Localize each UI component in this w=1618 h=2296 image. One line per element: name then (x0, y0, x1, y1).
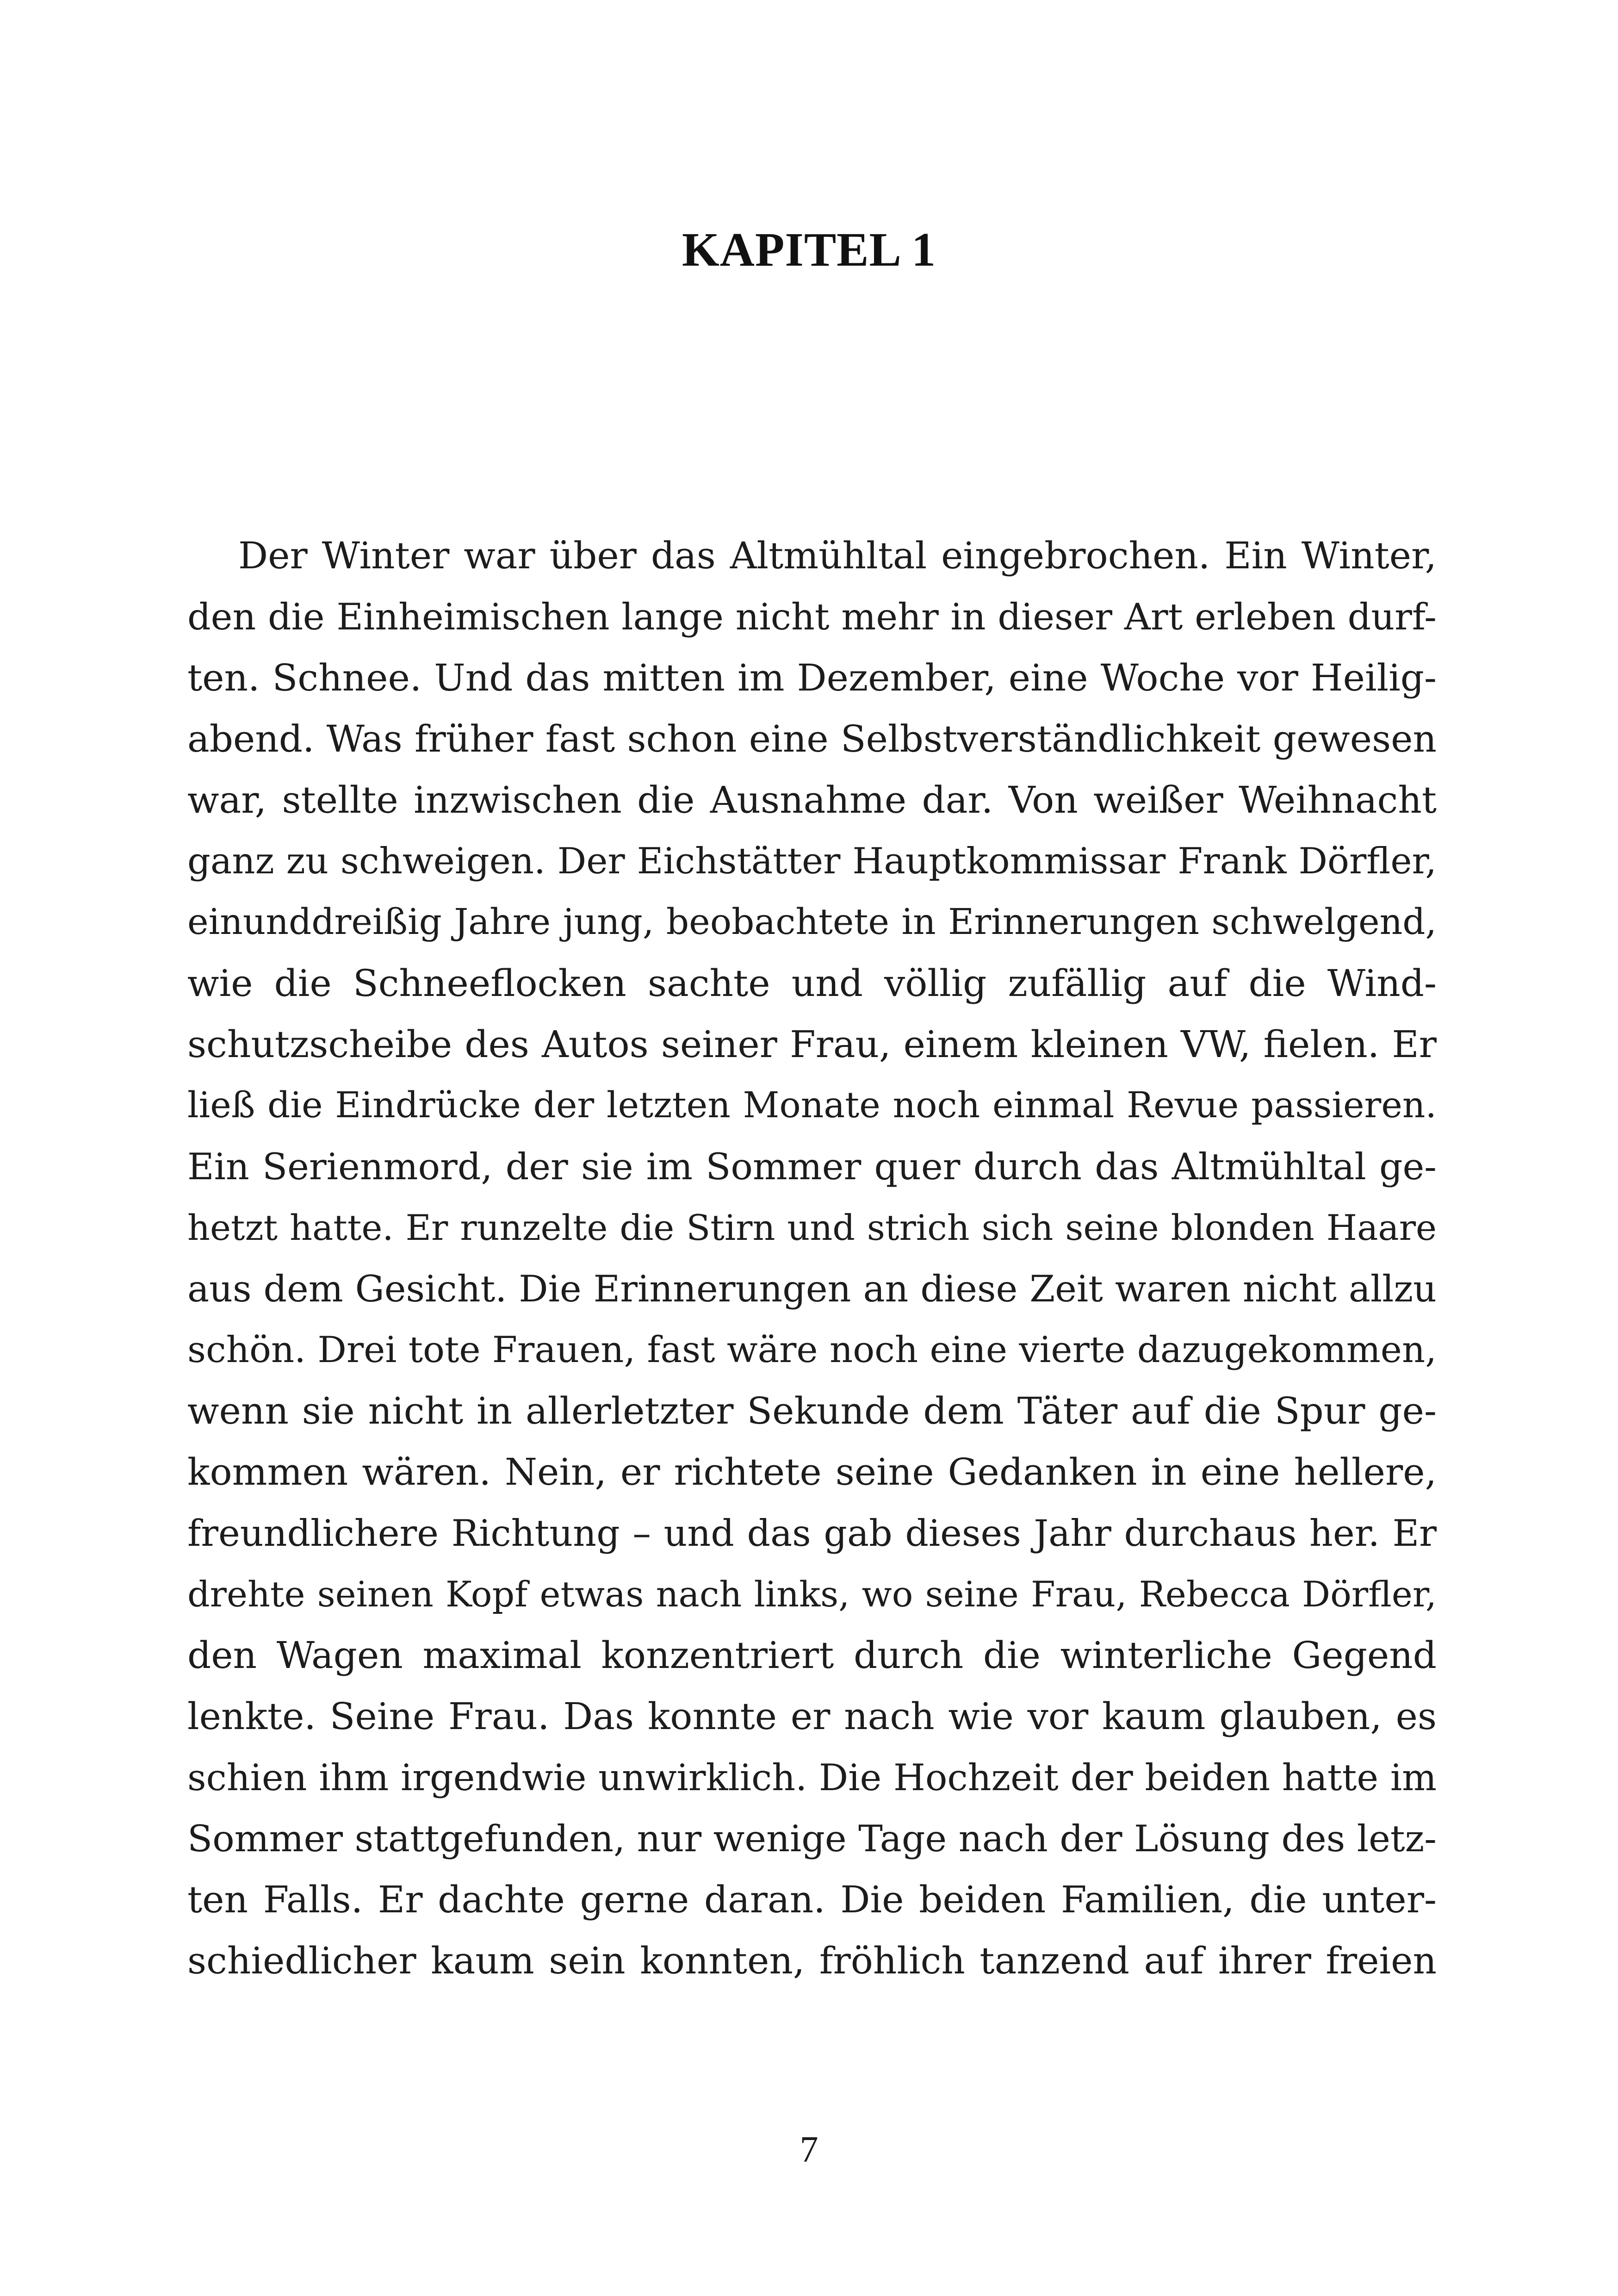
text-line: kommen wären. Nein, er richtete seine Gedanken in eine hellere, (187, 1450, 1437, 1493)
text-line: hetzt hatte. Er runzelte die Stirn und strich sich seine blonden Haare (187, 1207, 1437, 1248)
chapter-title: KAPITEL 1 (682, 223, 936, 276)
text-line: wenn sie nicht in allerletzter Sekunde dem Täter auf die Spur ge- (187, 1389, 1437, 1432)
text-line: schön. Drei tote Frauen, fast wäre noch eine vierte dazugekommen, (187, 1329, 1437, 1371)
text-line: lenkte. Seine Frau. Das konnte er nach wie vor kaum glauben, es (187, 1695, 1437, 1738)
text-line: freundlichere Richtung – und das gab dieses Jahr durchaus her. Er (187, 1512, 1437, 1555)
text-line: ließ die Eindrücke der letzten Monate noch einmal Revue passieren. (187, 1085, 1437, 1126)
chapter-body-text (187, 525, 1437, 1991)
text-line: den die Einheimischen lange nicht mehr in dieser Art erleben durf- (187, 596, 1437, 638)
text-line: schien ihm irgendwie unwirklich. Die Hochzeit der beiden hatte im (187, 1756, 1437, 1799)
text-line: ten Falls. Er dachte gerne daran. Die beiden Familien, die unter- (187, 1878, 1437, 1921)
text-line: schutzscheibe des Autos seiner Frau, einem kleinen VW, fielen. Er (187, 1023, 1437, 1066)
text-line: ten. Schnee. Und das mitten im Dezember, eine Woche vor Heilig- (187, 656, 1437, 699)
text-line: Sommer stattgefunden, nur wenige Tage nach der Lösung des letz- (187, 1817, 1437, 1860)
text-line: ganz zu schweigen. Der Eichstätter Hauptkommissar Frank Dörfler, (187, 840, 1437, 882)
text-line: war, stellte inzwischen die Ausnahme dar. Von weißer Weihnacht (187, 778, 1437, 821)
text-line: wie die Schneeflocken sachte und völlig zufällig auf die Wind- (187, 962, 1437, 1005)
page-number: 7 (800, 2129, 818, 2170)
text-line: einunddreißig Jahre jung, beobachtete in Erinnerungen schwelgend, (187, 902, 1437, 943)
text-line: schiedlicher kaum sein konnten, fröhlich tanzend auf ihrer freien (187, 1939, 1437, 1982)
text-line: drehte seinen Kopf etwas nach links, wo seine Frau, Rebecca Dörfler, (187, 1574, 1437, 1615)
text-line: Der Winter war über das Altmühltal eingebrochen. Ein Winter, (238, 534, 1437, 577)
text-line: den Wagen maximal konzentriert durch die winterliche Gegend (187, 1634, 1437, 1677)
text-line: Ein Serienmord, der sie im Sommer quer durch das Altmühltal ge- (187, 1145, 1437, 1188)
text-line: abend. Was früher fast schon eine Selbstverständlichkeit gewesen (187, 717, 1437, 760)
text-line: aus dem Gesicht. Die Erinnerungen an diese Zeit waren nicht allzu (187, 1268, 1437, 1310)
